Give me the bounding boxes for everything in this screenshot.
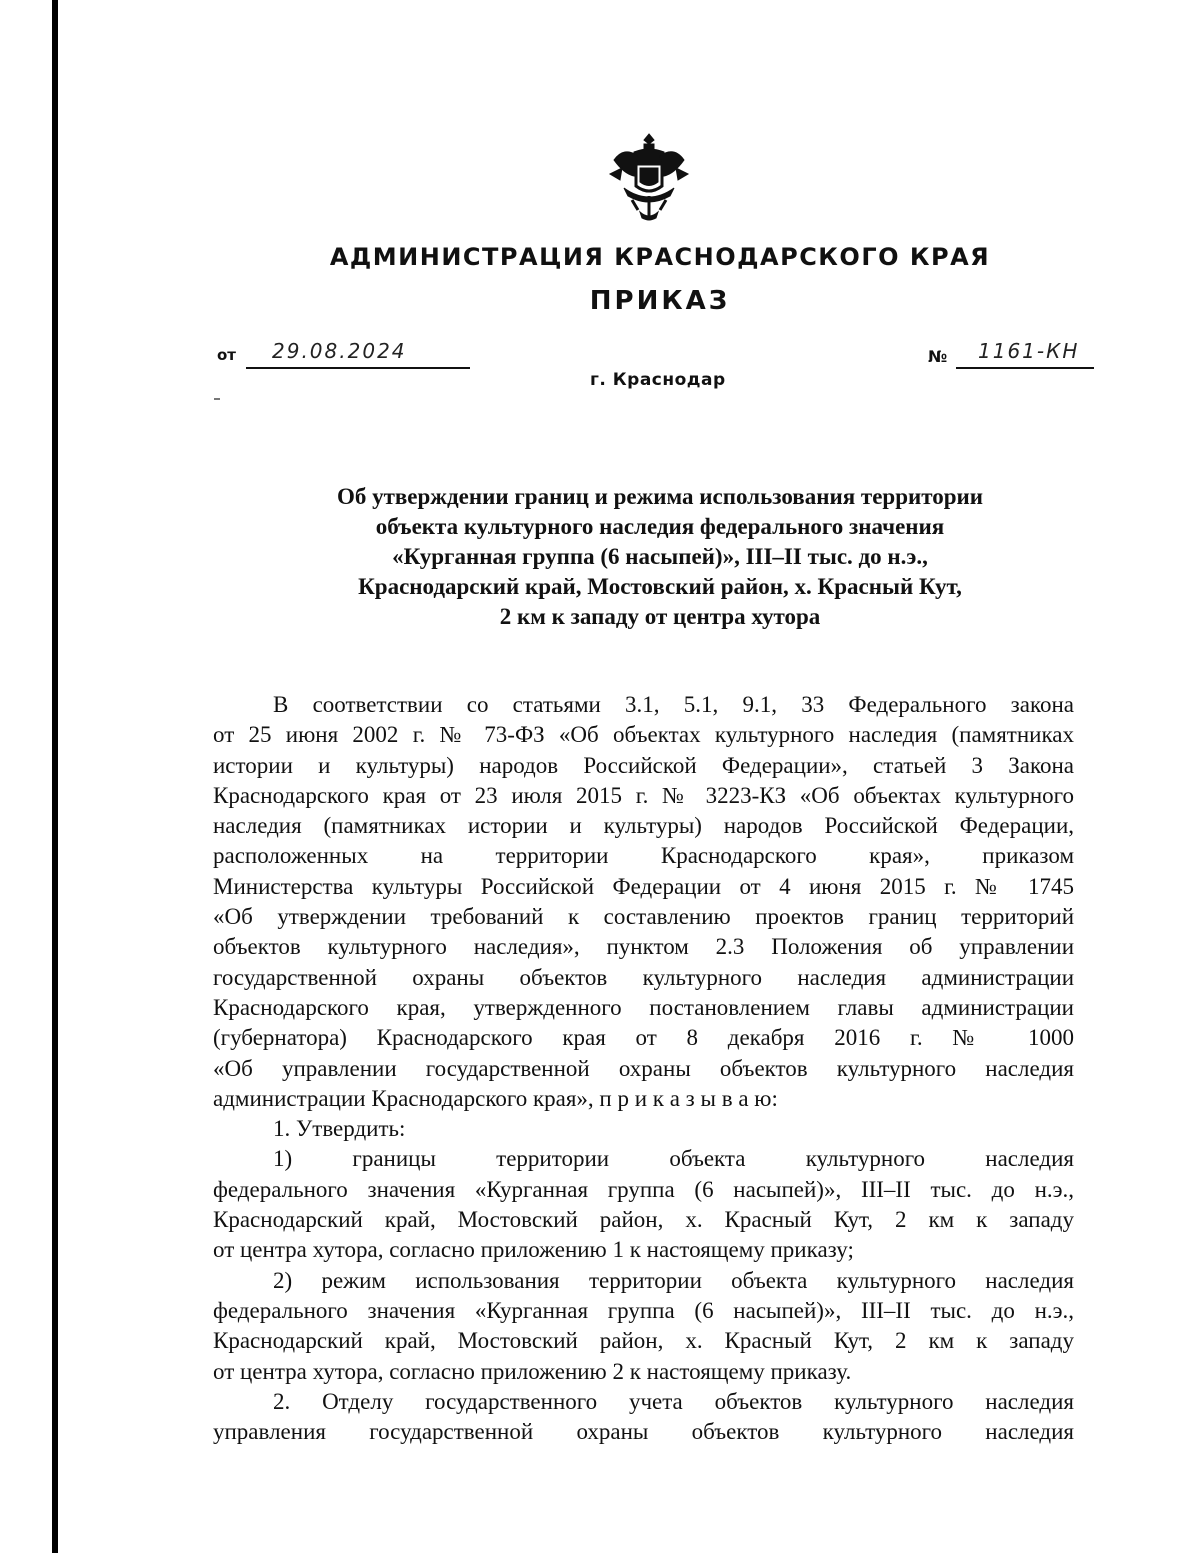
body-line: Краснодарский край, Мостовский район, х. Красный Кут, 2 км к западу [213, 1207, 1074, 1233]
title-line: Краснодарский край, Мостовский район, х. Красный Кут, [358, 574, 962, 599]
body-line: 1) границы территории объекта культурного наследия [273, 1146, 1074, 1172]
title-line: объекта культурного наследия федерального значения [375, 514, 945, 539]
body-line: Краснодарский край, Мостовский район, х. Красный Кут, 2 км к западу [213, 1328, 1074, 1354]
body-line: управления государственной охраны объектов культурного наследия [213, 1419, 1074, 1445]
body-line: В соответствии со статьями 3.1, 5.1, 9.1, 33 Федерального закона [273, 692, 1074, 717]
document-body [213, 690, 1074, 1447]
body-line: «Об утверждении требований к составлению проектов границ территорий [213, 904, 1074, 930]
body-line: (губернатора) Краснодарского края от 8 декабря 2016 г. № 1000 [213, 1025, 1074, 1051]
handwritten-date: 29.08.2024 [272, 339, 407, 363]
body-line: федерального значения «Курганная группа (6 насыпей)», III–II тыс. до н.э., [213, 1176, 1074, 1202]
title-line: 2 км к западу от центра хутора [499, 604, 821, 629]
body-line: государственной охраны объектов культурного наследия администрации [213, 964, 1074, 990]
body-line: 2) режим использования территории объекта культурного наследия [273, 1267, 1074, 1293]
body-line: от центра хутора, согласно приложению 1 к настоящему приказу; [213, 1237, 854, 1263]
title-line: «Курганная группа (6 насыпей)», III–II тыс. до н.э., [392, 544, 928, 569]
body-line: 2. Отделу государственного учета объектов культурного наследия [273, 1388, 1074, 1414]
date-underline [246, 367, 470, 369]
number-underline [956, 367, 1094, 369]
document-type: ПРИКАЗ [589, 286, 731, 316]
scan-mark [214, 398, 220, 400]
city-name: г. Краснодар [590, 370, 726, 390]
body-line: от центра хутора, согласно приложению 2 к настоящему приказу. [213, 1358, 852, 1384]
title-line: Об утверждении границ и режима использования территории [336, 484, 984, 509]
body-line: от 25 июня 2002 г. № 73-ФЗ «Об объектах культурного наследия (памятниках [213, 722, 1074, 748]
organization-name: АДМИНИСТРАЦИЯ КРАСНОДАРСКОГО КРАЯ [329, 243, 991, 271]
body-line: наследия (памятниках истории и культуры) народов Российской Федерации, [213, 813, 1074, 839]
body-line: «Об управлении государственной охраны объектов культурного наследия [213, 1055, 1074, 1081]
body-line: Министерства культуры Российской Федерации от 4 июня 2015 г. № 1745 [213, 873, 1074, 899]
body-line: федерального значения «Курганная группа (6 насыпей)», III–II тыс. до н.э., [213, 1297, 1074, 1323]
body-line: объектов культурного наследия», пунктом 2.3 Положения об управлении [213, 934, 1074, 960]
date-label: от [217, 346, 236, 364]
body-line: расположенных на территории Краснодарского края», приказом [213, 843, 1074, 869]
coat-of-arms-icon [604, 130, 694, 222]
scan-left-border [52, 0, 58, 1553]
body-line: Краснодарского края от 23 июля 2015 г. № 3223-КЗ «Об объектах культурного [213, 782, 1074, 808]
handwritten-number: 1161-КН [978, 339, 1080, 363]
body-line: 1. Утвердить: [273, 1116, 406, 1142]
body-line: Краснодарского края, утвержденного постановлением главы администрации [213, 994, 1074, 1020]
number-label: № [928, 347, 948, 366]
body-line: истории и культуры) народов Российской Федерации», статьей 3 Закона [213, 752, 1074, 778]
body-line: администрации Краснодарского края», п р и к а з ы в а ю: [213, 1085, 778, 1111]
document-title [230, 482, 1090, 632]
